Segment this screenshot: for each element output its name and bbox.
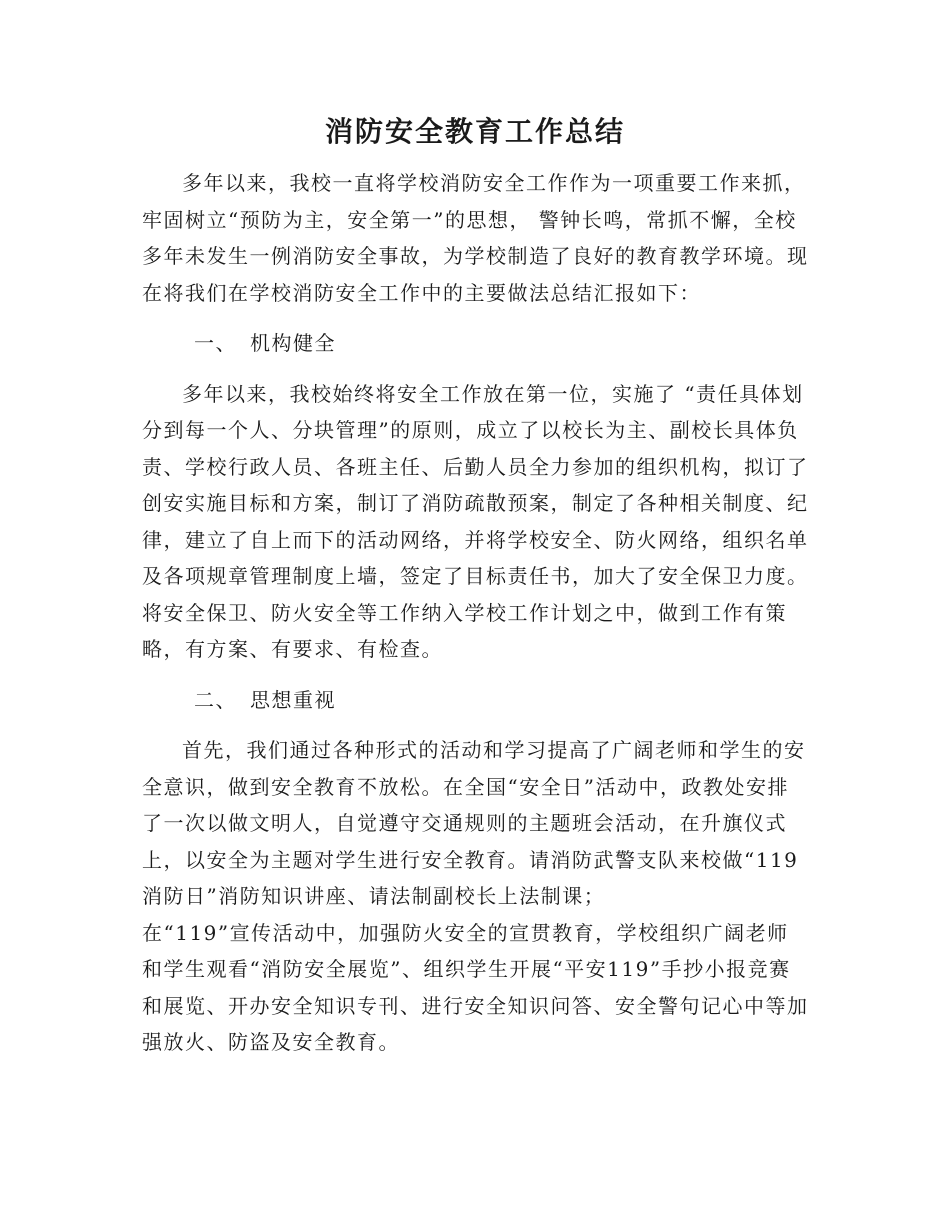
section-paragraph-1: 多年以来，我校始终将安全工作放在第一位，实施了 “责任具体划分到每一个人、分块管理”的原则，成立了以校长为主、副校长具体负责、学校行政人员、各班主任、后勤人员全力参加的组织机构，拟订了创安实施目标和方案，制订了消防疏散预案，制定了各种相关制度、纪律，建立了自上而下的活动网络，并将学校安全、防火网络，组织名单及各项规章管理制度上墙，签定了目标责任书，加大了安全保卫力度。将安全保卫、防火安全等工作纳入学校工作计划之中，做到工作有策略，有方案、有要求、有检查。 — [142, 381, 809, 661]
section-title-1: 机构健全 — [250, 331, 336, 355]
section-number-1: 一、 — [194, 331, 237, 355]
section-number-2: 二、 — [194, 687, 237, 712]
section-title-2: 思想重视 — [250, 687, 336, 712]
section-paragraph-2: 首先，我们通过各种形式的活动和学习提高了广阔老师和学生的安全意识，做到安全教育不放松。在全国“安全日”活动中，政教处安排了一次以做文明人，自觉遵守交通规则的主题班会活动，在升旗仪式上，以安全为主题对学生进行安全教育。请消防武警支队来校做“119消防日”消防知识讲座、请法制副校长上法制课； — [142, 738, 806, 908]
intro-paragraph: 多年以来，我校一直将学校消防安全工作作为一项重要工作来抓，牢固树立“预防为主，安全第一”的思想， 警钟长鸣，常抓不懈，全校多年未发生一例消防安全事故，为学校制造了良好的教育教学环境。现在将我们在学校消防安全工作中的主要做法总结汇报如下： — [142, 171, 809, 305]
section-heading-2 — [142, 682, 810, 719]
document-title: 消防安全教育工作总结 — [324, 115, 625, 148]
section-heading-1 — [142, 325, 810, 362]
document-body — [142, 165, 810, 1061]
section-paragraph-2-continued: 在“119”宣传活动中，加强防火安全的宣贯教育，学校组织广阔老师和学生观看“消防安全展览”、组织学生开展“平安119”手抄小报竞赛和展览、开办安全知识专刊、进行安全知识问答、安全警句记心中等加强放火、防盗及安全教育。 — [142, 920, 809, 1054]
